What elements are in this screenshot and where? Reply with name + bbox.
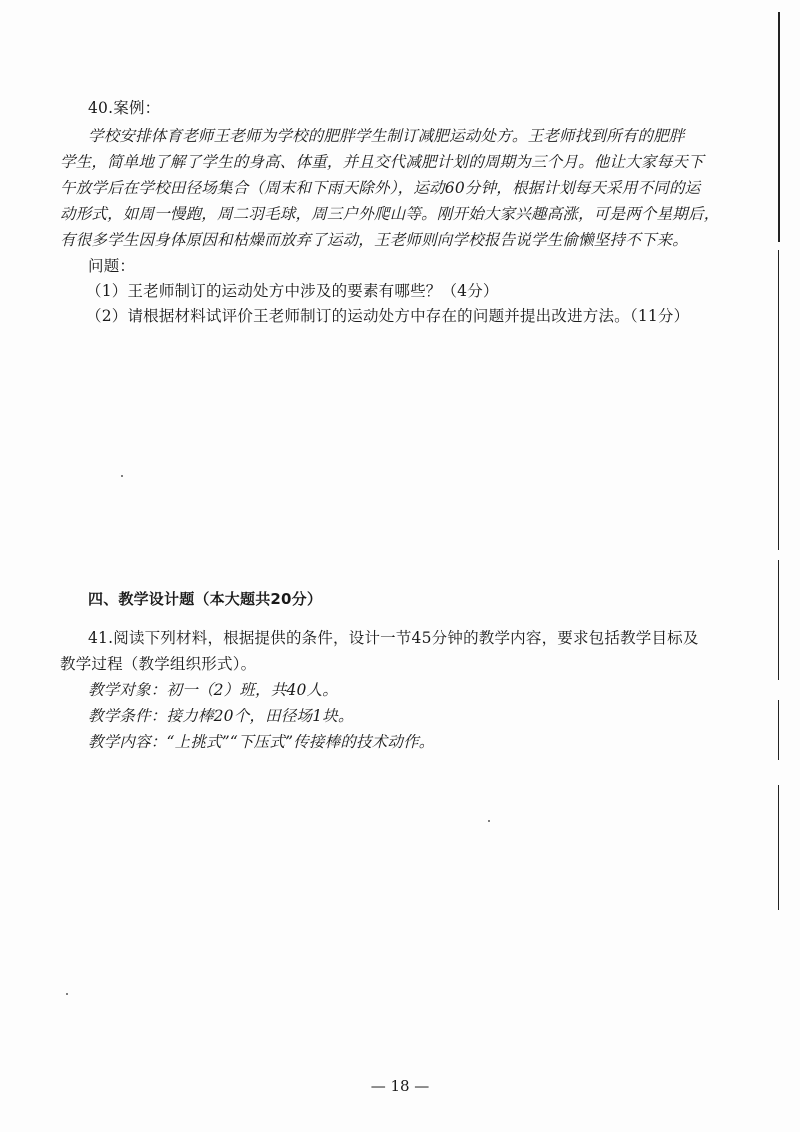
question-41-line-1: 41.阅读下列材料，根据提供的条件，设计一节45分钟的教学内容，要求包括教学目标及	[88, 629, 699, 647]
question-41-line-2: 教学过程（教学组织形式）。	[60, 655, 257, 673]
case-line-3: 午放学后在学校田径场集合（周末和下雨天除外），运动60分钟，根据计划每天采用不同的运	[60, 179, 701, 197]
questions-label: 问题：	[88, 257, 136, 275]
page-number: — 18 —	[370, 1077, 430, 1095]
teaching-conditions: 教学条件：接力棒20个，田径场1块。	[88, 707, 354, 725]
scan-edge-rule	[778, 250, 779, 550]
teaching-object: 教学对象：初一（2）班，共40人。	[88, 681, 338, 699]
case-line-5: 有很多学生因身体原因和枯燥而放弃了运动，王老师则向学校报告说学生偷懒坚持不下来。	[60, 231, 689, 249]
scan-edge-rule	[778, 560, 779, 680]
scan-edge-rule	[778, 12, 780, 242]
scan-speck	[66, 993, 68, 995]
case-line-1: 学校安排体育老师王老师为学校的肥胖学生制订减肥运动处方。王老师找到所有的肥胖	[88, 127, 685, 145]
question-40-1: （1）王老师制订的运动处方中涉及的要素有哪些？（4分）	[86, 282, 499, 300]
question-40-2: （2）请根据材料试评价王老师制订的运动处方中存在的问题并提出改进方法。（11分）	[86, 307, 690, 325]
scan-edge-rule	[778, 785, 779, 910]
question-40-heading: 40.案例：	[88, 99, 161, 117]
case-line-2: 学生，简单地了解了学生的身高、体重，并且交代减肥计划的周期为三个月。他让大家每天下	[60, 153, 704, 171]
scan-edge-rule	[778, 700, 779, 760]
case-line-4: 动形式，如周一慢跑，周二羽毛球，周三户外爬山等。刚开始大家兴趣高涨，可是两个星期后，	[60, 205, 720, 223]
teaching-content: 教学内容：“上挑式”“下压式”传接棒的技术动作。	[88, 733, 435, 751]
scan-speck	[121, 475, 123, 477]
scan-speck	[488, 820, 490, 822]
section-4-title: 四、教学设计题（本大题共20分）	[88, 590, 323, 608]
